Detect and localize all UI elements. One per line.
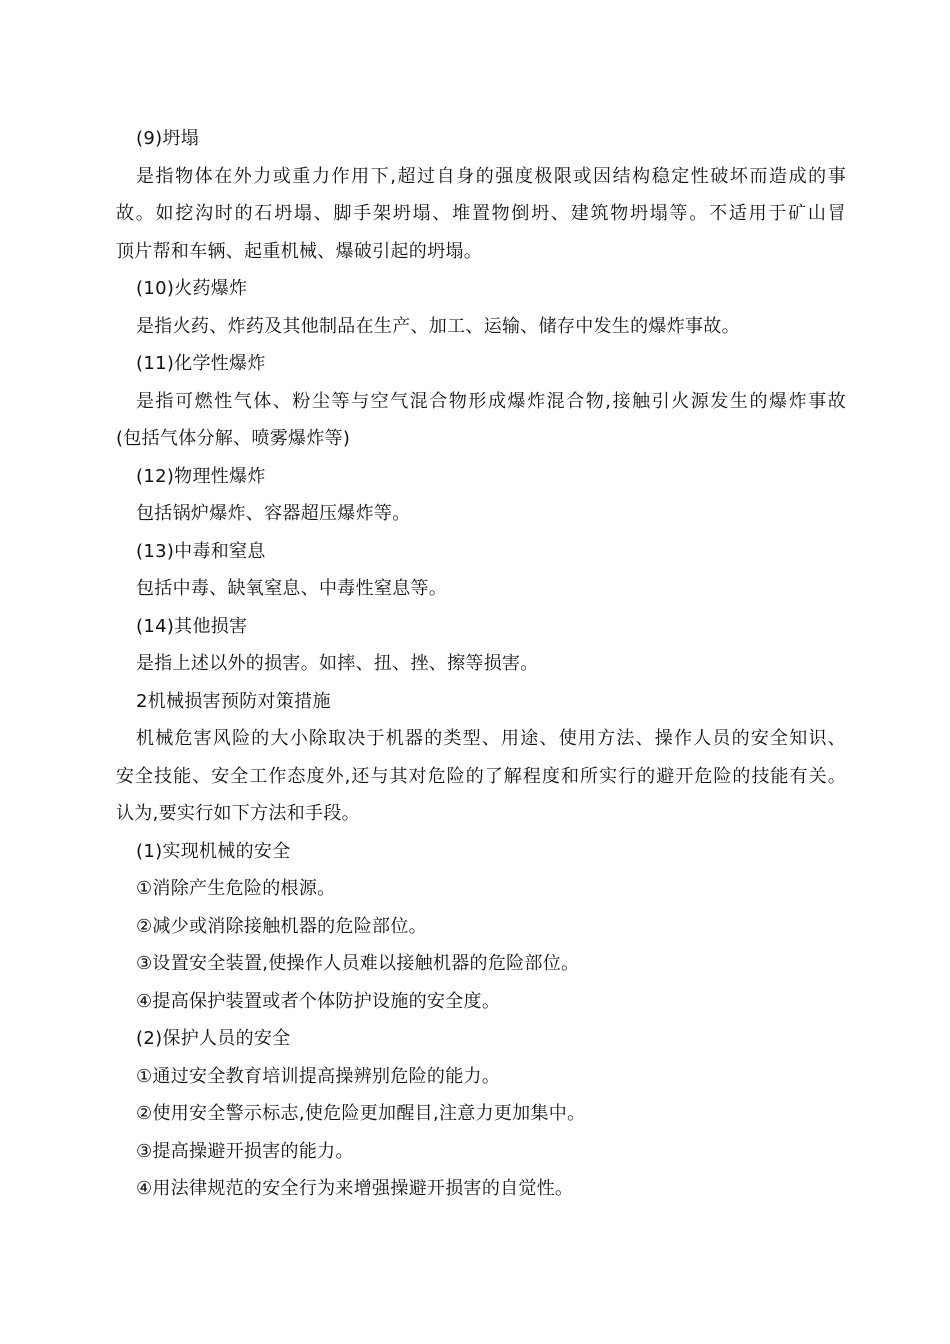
paragraph-line: 是指物体在外力或重力作用下,超过自身的强度极限或因结构稳定性破坏而造成的事 bbox=[136, 165, 846, 187]
list-item: ②使用安全警示标志,使危险更加醒目,注意力更加集中。 bbox=[136, 1103, 586, 1124]
paragraph-line: 故。如挖沟时的石坍塌、脚手架坍塌、堆置物倒坍、建筑物坍塌等。不适用于矿山冒 bbox=[116, 203, 846, 224]
list-item: ③设置安全装置,使操作人员难以接触机器的危险部位。 bbox=[136, 953, 580, 974]
heading-machine-safety: (1)实现机械的安全 bbox=[136, 840, 291, 862]
list-item: ①通过安全教育培训提高操辨别危险的能力。 bbox=[136, 1065, 501, 1087]
paragraph-line: (包括气体分解、喷雾爆炸等) bbox=[116, 428, 351, 449]
paragraph-line: 是指上述以外的损害。如摔、扭、挫、擦等损害。 bbox=[136, 653, 539, 674]
paragraph-line: 是指可燃性气体、粉尘等与空气混合物形成爆炸混合物,接触引火源发生的爆炸事故 bbox=[136, 390, 846, 412]
list-item: ④提高保护装置或者个体防护设施的安全度。 bbox=[136, 990, 501, 1012]
paragraph-line: 包括中毒、缺氧窒息、中毒性窒息等。 bbox=[136, 578, 448, 599]
paragraph-line: 认为,要实行如下方法和手段。 bbox=[116, 803, 360, 824]
heading-physical-explosion: (12)物理性爆炸 bbox=[136, 465, 266, 487]
list-item: ①消除产生危险的根源。 bbox=[136, 878, 336, 899]
heading-collapse: (9)坍塌 bbox=[136, 128, 199, 149]
heading-other-injuries: (14)其他损害 bbox=[136, 615, 248, 637]
heading-gunpowder-explosion: (10)火药爆炸 bbox=[136, 278, 248, 299]
document-body bbox=[116, 120, 846, 1208]
heading-poisoning-suffocation: (13)中毒和窒息 bbox=[136, 540, 266, 562]
heading-chemical-explosion: (11)化学性爆炸 bbox=[136, 353, 266, 374]
paragraph-line: 包括锅炉爆炸、容器超压爆炸等。 bbox=[136, 503, 411, 524]
section-heading-mechanical-injury-prevention: 2机械损害预防对策措施 bbox=[136, 690, 331, 712]
paragraph-line: 机械危害风险的大小除取决于机器的类型、用途、使用方法、操作人员的安全知识、 bbox=[136, 728, 846, 749]
list-item: ②减少或消除接触机器的危险部位。 bbox=[136, 915, 427, 937]
list-item: ④用法律规范的安全行为来增强操避开损害的自觉性。 bbox=[136, 1178, 574, 1199]
paragraph-line: 是指火药、炸药及其他制品在生产、加工、运输、储存中发生的爆炸事故。 bbox=[136, 315, 740, 337]
paragraph-line: 顶片帮和车辆、起重机械、爆破引起的坍塌。 bbox=[116, 240, 482, 262]
list-item: ③提高操避开损害的能力。 bbox=[136, 1140, 354, 1162]
paragraph-line: 安全技能、安全工作态度外,还与其对危险的了解程度和所实行的避开危险的技能有关。 bbox=[116, 765, 846, 787]
heading-personnel-safety: (2)保护人员的安全 bbox=[136, 1028, 291, 1049]
